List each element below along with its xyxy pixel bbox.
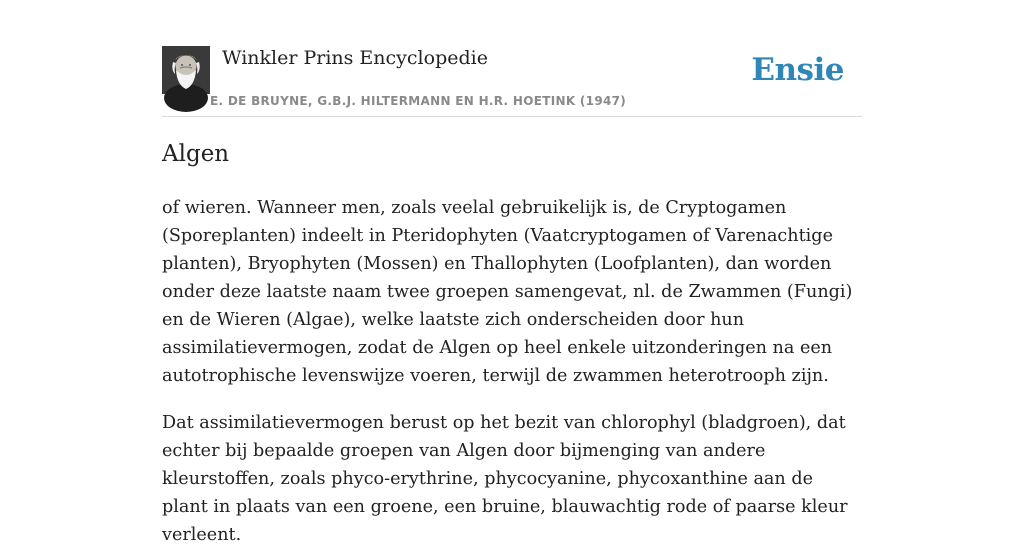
ensie-logo-link[interactable]: Ensie xyxy=(751,52,844,88)
author-avatar[interactable] xyxy=(162,46,210,94)
article-paragraph: of wieren. Wanneer men, zoals veelal gebruikelijk is, de Cryptogamen (Sporeplanten) indeelt in Pteridophyten (Vaatcryptogamen of Varenachtige planten), Bryophyten (Mossen) en Thallophyten (Loofplanten), dan worden onder deze laatste naam twee groepen samengevat, nl. de Zwammen (Fungi) en de Wieren (Algae), welke laatste zich onderscheiden door hun assimilatievermogen, zodat de Algen op heel enkele uitzonderingen na een autotrophische levenswijze voeren, terwijl de zwammen heterotrooph zijn. xyxy=(162,198,853,386)
author-byline: E. DE BRUYNE, G.B.J. HILTERMANN EN H.R. HOETINK (1947) xyxy=(210,94,627,108)
article xyxy=(162,138,862,549)
article-paragraph: Dat assimilatievermogen berust op het bezit van chlorophyl (bladgroen), dat echter bij bepaalde groepen van Algen door bijmenging van andere kleurstoffen, zoals phyco-erythrine, phycocyanine, phycoxanthine aan de plant in plaats van een groene, een bruine, blauwachtig rode of paarse kleur verleent. xyxy=(162,413,848,545)
header xyxy=(162,46,862,117)
bearded-author-portrait-icon xyxy=(162,46,210,94)
article-title: Algen xyxy=(162,141,230,167)
site-title[interactable]: Winkler Prins Encyclopedie xyxy=(222,47,488,69)
